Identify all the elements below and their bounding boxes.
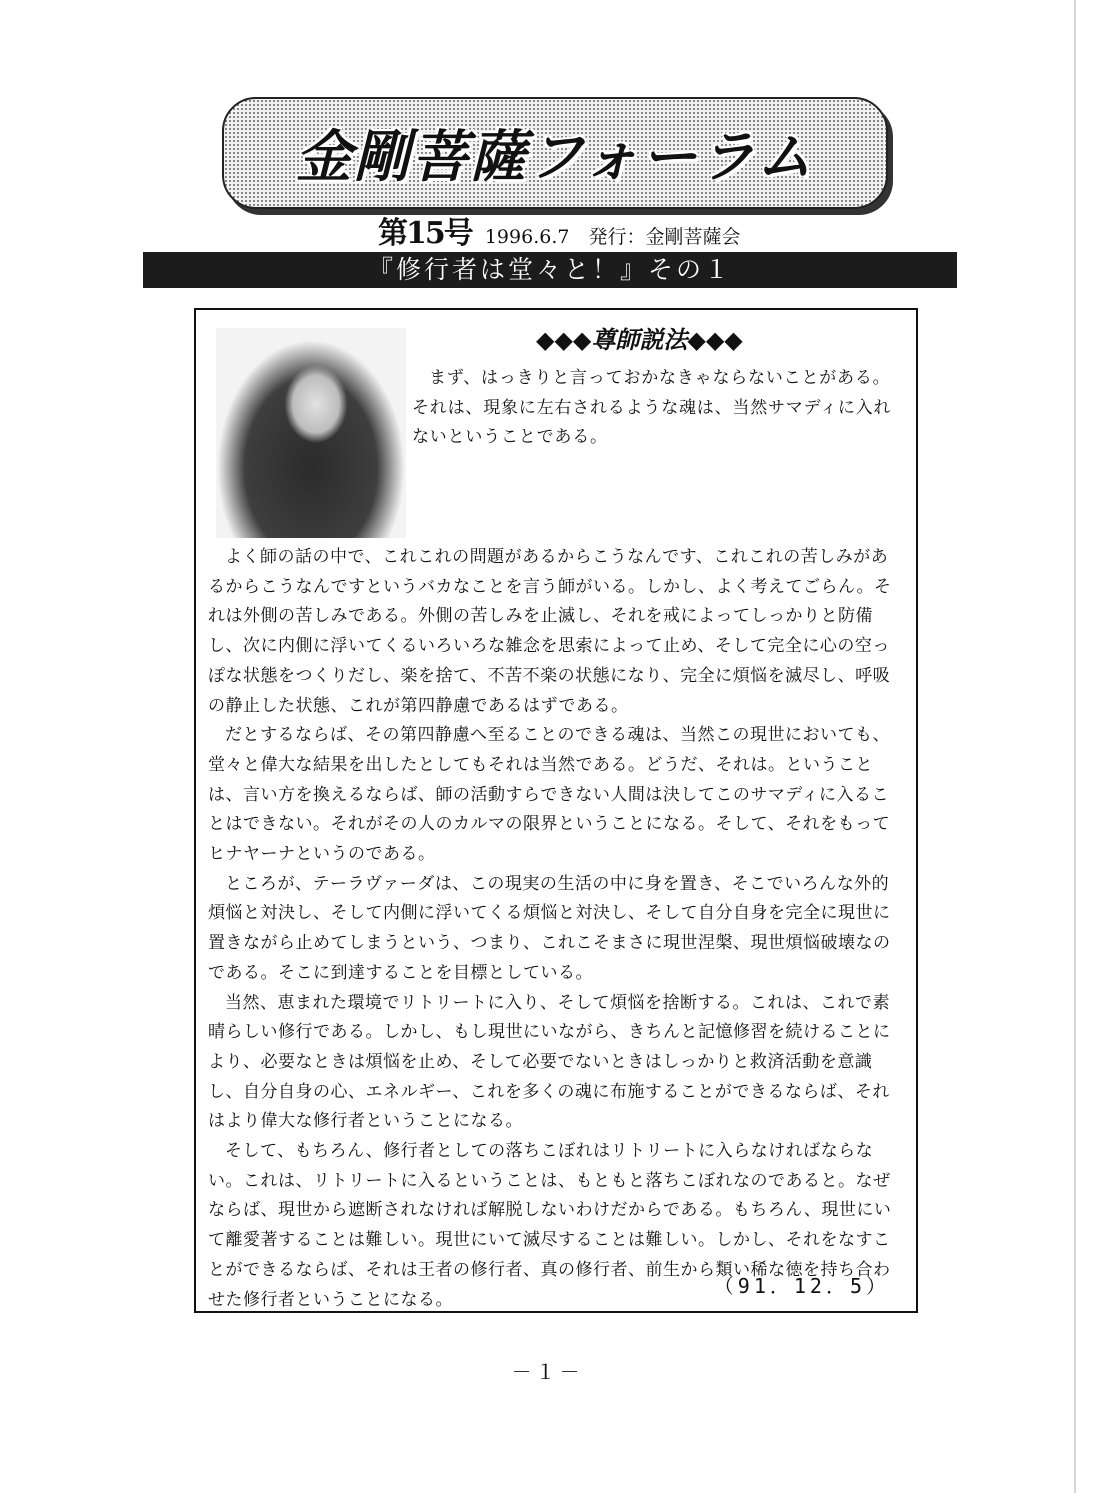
paragraph: よく師の話の中で、これこれの問題があるからこうなんです、これこれの苦しみがあるからこうなんですというバカなことを言う師がいる。しかし、よく考えてごらん。それは外側の苦しみである。外側の苦しみを止滅し、それを戒によってしっかりと防備し、次に内側に浮いてくるいろいろな雑念を思索によって止め、そして完全に心の空っぽな状態をつくりだし、楽を捨て、不苦不楽の状態になり、完全に煩悩を滅尽し、呼吸の静止した状態、これが第四静慮であるはずである。: [208, 547, 892, 716]
page-number: －１－: [511, 1360, 584, 1384]
lead-paragraph: まず、はっきりと言っておかなきゃならないことがある。それは、現象に左右されるような魂は、当然サマディに入れないということである。: [412, 368, 892, 447]
section-header: ◆◆◆尊師説法◆◆◆: [536, 326, 743, 354]
issue-number: 第15号: [378, 216, 472, 251]
masthead: [222, 97, 888, 209]
masthead-title: 金剛菩薩フォーラム: [295, 125, 815, 190]
paragraph: そして、もちろん、修行者としての落ちこぼれはリトリートに入らなければならない。これは、リトリートに入るということは、もともと落ちこぼれなのであると。なぜならば、現世から遮断されなければ解脱しないわけだからである。もちろん、現世にいて離愛著することは難しい。現世にいて滅尽することは難しい。しかし、それをなすことができるならば、それは王者の修行者、真の修行者、前生から類い稀な徳を持ち合わせた修行者ということになる。: [208, 1141, 892, 1310]
paragraph: だとするならば、その第四静慮へ至ることのできる魂は、当然この現世においても、堂々と偉大な結果を出したとしてもそれは当然である。どうだ、それは。ということは、言い方を換えるならば、師の活動すらできない人間は決してこのサマディに入ることはできない。それがその人のカルマの限界ということになる。そして、それをもってヒナヤーナというのである。: [208, 725, 891, 865]
article-title-banner: 『修行者は堂々と！』その１: [143, 252, 957, 288]
issue-publisher: 発行：金剛菩薩会: [588, 226, 741, 248]
article-box: [194, 308, 918, 1313]
portrait-photo: [216, 328, 406, 538]
issue-date: 1996.6.7: [484, 226, 570, 248]
dateline: （91．12．5）: [713, 1274, 890, 1298]
issue-info: [378, 208, 741, 252]
paragraph: ところが、テーラヴァーダは、この現実の生活の中に身を置き、そこでいろんな外的煩悩と対決し、そして内側に浮いてくる煩悩と対決し、そして自分自身を完全に現世に置きながら止めてしまうという、つまり、これこそまさに現世涅槃、現世煩悩破壊なのである。そこに到達することを目標としている。: [208, 873, 891, 983]
paragraph: 当然、恵まれた環境でリトリートに入り、そして煩悩を捨断する。これは、これで素晴らしい修行である。しかし、もし現世にいながら、きちんと記憶修習を続けることにより、必要なときは煩悩を止め、そして必要でないときはしっかりと救済活動を意識し、自分自身の心、エネルギー、これを多くの魂に布施することができるならば、それはより偉大な修行者ということになる。: [208, 992, 891, 1132]
page-edge-line: [1074, 0, 1076, 1493]
article-body: [208, 543, 904, 1315]
